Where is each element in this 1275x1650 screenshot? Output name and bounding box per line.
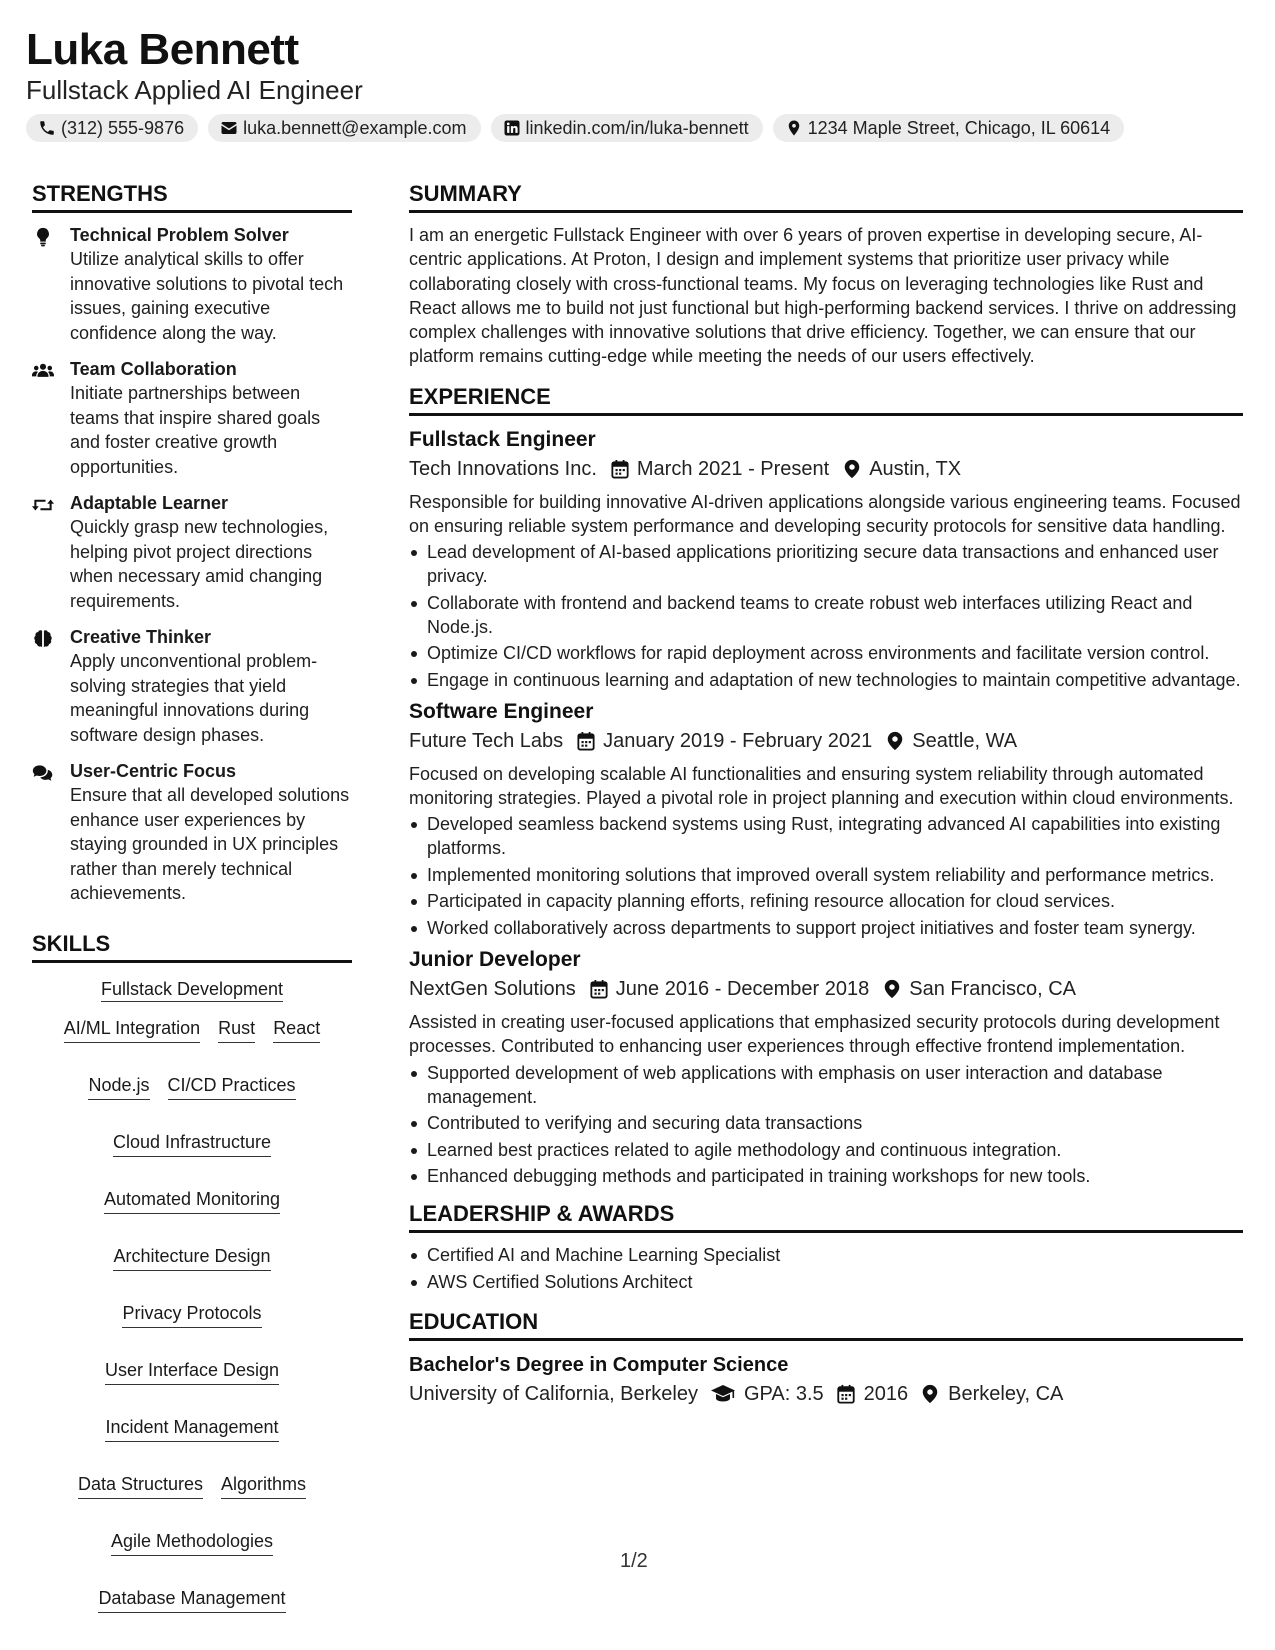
job-title: Software Engineer (409, 699, 594, 723)
gpa: GPA: 3.5 (744, 1382, 824, 1405)
list-item: Supported development of web applications with emphasis on user interaction and database management. (409, 1061, 1243, 1109)
job-title: Fullstack Engineer (409, 427, 596, 451)
left-column (32, 180, 352, 1613)
list-item: Contributed to verifying and securing data transactions (409, 1111, 1243, 1135)
job-description: Assisted in creating user-focused applications that emphasized security protocols during development processes. Contributed to enhancing user experiences through effective frontend implementation. (409, 1011, 1220, 1057)
job-company: Tech Innovations Inc. (409, 457, 597, 480)
graduation-cap-icon (710, 1384, 736, 1404)
list-item: Enhanced debugging methods and participated in training workshops for new tools. (409, 1164, 1243, 1188)
location-pin-icon (883, 979, 901, 999)
job-bullets (409, 812, 1243, 940)
job-description: Focused on developing scalable AI functionalities and ensuring system reliability through automated monitoring strategies. Played a pivotal role in project planning and execution within cloud environments. (409, 763, 1234, 809)
job-dates: June 2016 - December 2018 (615, 977, 870, 1000)
strength-title: Team Collaboration (70, 359, 237, 379)
skill-tag: AI/ML Integration (64, 1016, 200, 1043)
job-location: San Francisco, CA (909, 977, 1076, 1000)
calendar-icon (577, 731, 595, 751)
education-meta (409, 1379, 1243, 1409)
list-item: Participated in capacity planning efforts, refining resource allocation for cloud services. (409, 889, 1243, 913)
location-pin-icon (886, 731, 904, 751)
comments-icon (32, 762, 54, 784)
resume-header (26, 24, 1246, 142)
degree-title: Bachelor's Degree in Computer Science (409, 1353, 789, 1376)
skill-tag: User Interface Design (105, 1358, 279, 1385)
candidate-name: Luka Bennett (26, 25, 299, 74)
school-name: University of California, Berkeley (409, 1382, 698, 1405)
contact-phone[interactable]: (312) 555-9876 (26, 114, 198, 142)
leadership-heading: LEADERSHIP & AWARDS (409, 1200, 1243, 1233)
list-item: Developed seamless backend systems using Rust, integrating advanced AI capabilities into existing platforms. (409, 812, 1243, 860)
job-title: Junior Developer (409, 947, 581, 971)
job-description: Responsible for building innovative AI-driven applications alongside various engineering teams. Focused on ensuring reliable system performance and developing security protocols for sensitive data handling. (409, 491, 1241, 537)
list-item: Implemented monitoring solutions that improved overall system reliability and performance metrics. (409, 863, 1243, 887)
strength-item (32, 223, 352, 345)
location-pin-icon (785, 119, 803, 137)
list-item: Optimize CI/CD workflows for rapid deployment across environments and facilitate version control. (409, 641, 1243, 665)
strength-title: User-Centric Focus (70, 761, 237, 781)
job-entry (409, 698, 1243, 940)
job-meta (409, 726, 1243, 756)
skills-heading: SKILLS (32, 930, 352, 963)
contact-address: 1234 Maple Street, Chicago, IL 60614 (773, 114, 1125, 142)
job-meta (409, 974, 1243, 1004)
phone-icon (38, 119, 56, 137)
skill-tag: React (273, 1016, 320, 1043)
job-entry (409, 426, 1243, 692)
strengths-heading: STRENGTHS (32, 180, 352, 213)
calendar-icon (590, 979, 608, 999)
users-icon (32, 360, 54, 382)
experience-heading: EXPERIENCE (409, 383, 1243, 416)
strength-title: Technical Problem Solver (70, 225, 289, 245)
lightbulb-icon (32, 226, 54, 248)
contact-bar (26, 114, 1246, 142)
skill-tag: Database Management (98, 1586, 285, 1613)
skill-tag: Privacy Protocols (122, 1301, 261, 1328)
skill-tag: Cloud Infrastructure (113, 1130, 271, 1157)
contact-email[interactable]: luka.bennett@example.com (208, 114, 480, 142)
strength-item (32, 625, 352, 747)
job-dates: January 2019 - February 2021 (603, 729, 873, 752)
summary-text: I am an energetic Fullstack Engineer with over 6 years of proven expertise in developing secure, AI-centric applications. At Proton, I design and implement systems that prioritize user privacy while collaborating closely with cross-functional teams. My focus on leveraging technologies like Rust and React allows me to build not just functional but high-performing backend services. I thrive on addressing complex challenges with innovative solutions that drive efficiency. Together, we can ensure that our platform remains cutting-edge while meeting the needs of our users effectively. (409, 225, 1237, 367)
strength-description: Apply unconventional problem-solving strategies that yield meaningful innovations during software design phases. (70, 651, 318, 745)
strength-description: Ensure that all developed solutions enhance user experiences by staying grounded in UX principles rather than merely technical achievements. (70, 785, 350, 903)
job-company: NextGen Solutions (409, 977, 576, 1000)
strength-title: Adaptable Learner (70, 493, 229, 513)
list-item: Certified AI and Machine Learning Specialist (409, 1243, 1243, 1267)
education-heading: EDUCATION (409, 1308, 1243, 1341)
strength-item (32, 491, 352, 613)
job-location: Seattle, WA (912, 729, 1018, 752)
list-item: Lead development of AI-based applications prioritizing secure data transactions and enhanced user privacy. (409, 540, 1243, 588)
retweet-icon (32, 494, 54, 516)
job-bullets (409, 1061, 1243, 1189)
contact-linkedin[interactable]: linkedin.com/in/luka-bennett (491, 114, 763, 142)
skill-tag: Algorithms (221, 1472, 306, 1499)
strength-title: Creative Thinker (70, 627, 212, 647)
skill-tag: CI/CD Practices (168, 1073, 296, 1100)
skill-tag: Data Structures (78, 1472, 203, 1499)
skill-tag: Rust (218, 1016, 255, 1043)
job-meta (409, 454, 1243, 484)
job-entry (409, 946, 1243, 1188)
skill-tag: Automated Monitoring (104, 1187, 280, 1214)
page-number: 1/2 (620, 1550, 648, 1572)
location-pin-icon (920, 1384, 940, 1404)
graduation-year: 2016 (863, 1382, 909, 1405)
calendar-icon (836, 1384, 856, 1404)
job-location: Austin, TX (869, 457, 962, 480)
candidate-title: Fullstack Applied AI Engineer (26, 75, 363, 105)
skill-tag: Incident Management (105, 1415, 278, 1442)
awards-list (409, 1243, 1243, 1294)
strength-description: Initiate partnerships between teams that inspire shared goals and foster creative growth opportunities. (70, 383, 321, 477)
list-item: Collaborate with frontend and backend teams to create robust web interfaces utilizing React and Node.js. (409, 591, 1243, 639)
job-company: Future Tech Labs (409, 729, 564, 752)
right-column (409, 180, 1243, 1409)
skill-tag: Agile Methodologies (111, 1529, 273, 1556)
brain-icon (32, 628, 54, 650)
strength-description: Quickly grasp new technologies, helping pivot project directions when necessary amid changing requirements. (70, 517, 329, 611)
school-location: Berkeley, CA (948, 1382, 1064, 1405)
list-item: Worked collaboratively across departments to support project initiatives and foster team synergy. (409, 916, 1243, 940)
summary-heading: SUMMARY (409, 180, 1243, 213)
job-dates: March 2021 - Present (636, 457, 830, 480)
location-pin-icon (843, 459, 861, 479)
envelope-icon (220, 119, 238, 137)
skills-list (32, 973, 352, 1613)
list-item: AWS Certified Solutions Architect (409, 1270, 1243, 1294)
skill-tag: Node.js (88, 1073, 149, 1100)
skill-tag: Fullstack Development (101, 979, 283, 1002)
skill-tag: Architecture Design (113, 1244, 270, 1271)
strength-item (32, 759, 352, 906)
list-item: Engage in continuous learning and adaptation of new technologies to maintain competitive advantage. (409, 668, 1243, 692)
strength-item (32, 357, 352, 479)
job-bullets (409, 540, 1243, 692)
strength-description: Utilize analytical skills to offer innovative solutions to pivotal tech issues, gaining executive confidence along the way. (70, 249, 344, 343)
list-item: Learned best practices related to agile methodology and continuous integration. (409, 1138, 1243, 1162)
calendar-icon (611, 459, 629, 479)
linkedin-icon (503, 119, 521, 137)
